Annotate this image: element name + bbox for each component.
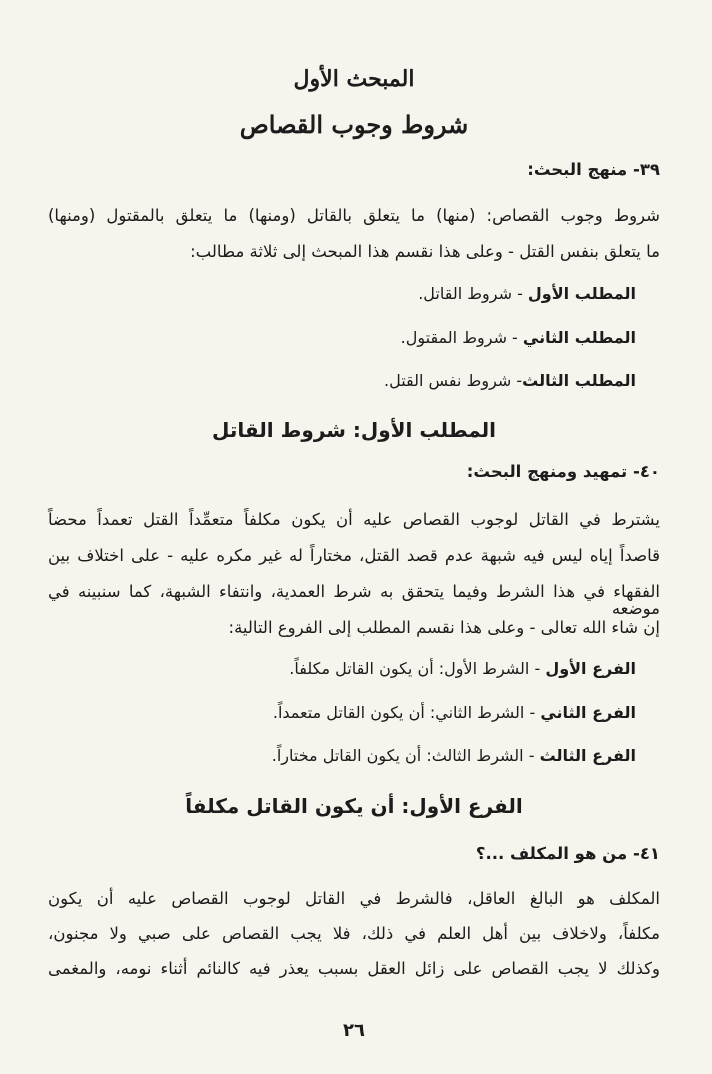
paragraph-41-heading: ٤١- من هو المكلف ...؟	[475, 844, 660, 863]
requirement-2	[401, 330, 636, 346]
requirement-1	[418, 286, 636, 302]
requirement-2-text: - شروط المقتول.	[400, 328, 523, 347]
paragraph-40-heading: ٤٠- تمهيد ومنهج البحث:	[466, 462, 660, 481]
branch-3-label: الفرع الثالث	[539, 746, 636, 765]
branch-3-text: - الشرط الثالث: أن يكون القاتل مختاراً.	[271, 746, 540, 765]
branch-2	[273, 705, 636, 721]
requirement-3-text: - شروط نفس القتل.	[383, 371, 523, 390]
branch-3	[272, 748, 636, 764]
paragraph-41-line-3: وكذلك لا يجب القصاص على زائل العقل بسبب يعذر فيه كالنائم أثناء نومه، والمغمى	[48, 959, 660, 978]
requirement-2-label: المطلب الثاني	[522, 328, 636, 347]
subsection-heading-2: الفرع الأول: أن يكون القاتل مكلفاً	[185, 794, 523, 818]
paragraph-39-heading: ٣٩- منهج البحث:	[527, 160, 660, 179]
branch-1-text: - الشرط الأول: أن يكون القاتل مكلفاً.	[289, 659, 546, 678]
paragraph-40-line-1: يشترط في القاتل لوجوب القصاص عليه أن يكون مكلفاً متعمِّداً القتل تعمداً محضاً	[48, 510, 660, 529]
requirement-1-label: المطلب الأول	[527, 284, 636, 303]
paragraph-39-line-2: ما يتعلق بنفس القتل - وعلى هذا نقسم هذا المبحث إلى ثلاثة مطالب:	[190, 242, 660, 261]
branch-1	[289, 661, 636, 677]
requirement-3	[384, 373, 636, 389]
section-title: المبحث الأول	[293, 66, 415, 92]
paragraph-40-line-3: الفقهاء في هذا الشرط وفيما يتحقق به شرط العمدية، وانتفاء الشبهة، كما سنبينه في موضعه	[48, 582, 660, 618]
document-page	[48, 0, 660, 1074]
paragraph-41-line-2: مكلفاً، ولاخلاف بين أهل العلم في ذلك، فلا يجب القصاص على صبي ولا مجنون،	[48, 924, 660, 943]
requirement-3-label: المطلب الثالث	[522, 371, 636, 390]
paragraph-39-line-1: شروط وجوب القصاص: (منها) ما يتعلق بالقاتل (ومنها) ما يتعلق بالمقتول (ومنها)	[48, 206, 660, 225]
page-number: ٢٦	[343, 1020, 365, 1041]
requirement-1-text: - شروط القاتل.	[418, 284, 528, 303]
paragraph-40-line-2: قاصداً إياه ليس فيه شبهة عدم قصد القتل، مختاراً له غير مكره عليه - على اختلاف بين	[48, 546, 660, 565]
branch-2-text: - الشرط الثاني: أن يكون القاتل متعمداً.	[272, 703, 541, 722]
branch-1-label: الفرع الأول	[545, 659, 636, 678]
paragraph-40-line-4: إن شاء الله تعالى - وعلى هذا نقسم المطلب إلى الفروع التالية:	[228, 618, 660, 637]
subsection-heading-1: المطلب الأول: شروط القاتل	[212, 418, 496, 442]
paragraph-41-line-1: المكلف هو البالغ العاقل، فالشرط في القاتل لوجوب القصاص عليه أن يكون	[48, 889, 660, 908]
branch-2-label: الفرع الثاني	[540, 703, 636, 722]
section-subtitle: شروط وجوب القصاص	[239, 110, 469, 139]
